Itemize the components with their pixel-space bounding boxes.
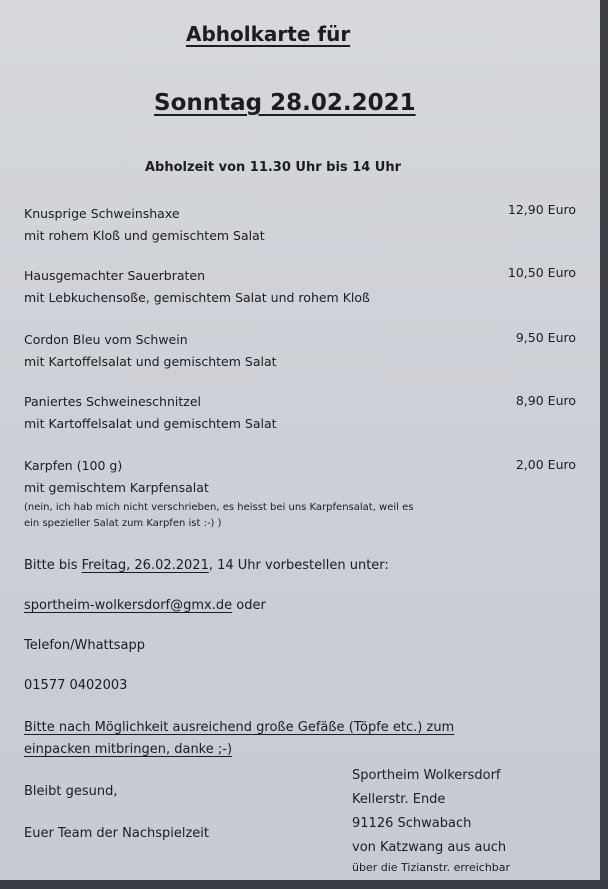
phone-label: Telefon/Whattsapp: [24, 638, 145, 653]
order-deadline-line: [24, 558, 389, 573]
menu-item-price: 9,50 Euro: [515, 330, 576, 345]
closing-greeting: Bleibt gesund,: [24, 784, 118, 799]
pickup-date-title: Sonntag 28.02.2021: [154, 90, 416, 116]
menu-item-price: 8,90 Euro: [515, 393, 576, 408]
menu-item-name: Hausgemachter Sauerbraten: [24, 268, 206, 283]
contact-email: sportheim-wolkersdorf@gmx.de: [24, 598, 233, 613]
menu-item-description: mit Lebkuchensoße, gemischtem Salat und rohem Kloß: [24, 290, 370, 305]
menu-item-name: Paniertes Schweineschnitzel: [24, 394, 201, 409]
pickup-time: Abholzeit von 11.30 Uhr bis 14 Uhr: [145, 160, 402, 175]
menu-item-name: Karpfen (100 g): [24, 458, 123, 473]
address-city: 91126 Schwabach: [352, 816, 472, 831]
menu-item-price: 12,90 Euro: [507, 202, 576, 217]
order-prefix: Bitte bis: [24, 558, 82, 573]
menu-item-description: mit gemischtem Karpfensalat: [24, 480, 209, 495]
photo-background-edge: [600, 0, 608, 889]
menu-item-note: ein spezieller Salat zum Karpfen ist :-) ): [24, 518, 222, 529]
card-title: Abholkarte für: [186, 22, 351, 46]
menu-item-description: mit rohem Kloß und gemischtem Salat: [24, 228, 265, 243]
menu-item-name: Cordon Bleu vom Schwein: [24, 332, 188, 347]
order-suffix: , 14 Uhr vorbestellen unter:: [208, 558, 389, 573]
menu-item-price: 10,50 Euro: [507, 265, 576, 280]
menu-item-description: mit Kartoffelsalat und gemischtem Salat: [24, 354, 277, 369]
menu-item-name: Knusprige Schweinshaxe: [24, 206, 180, 221]
menu-item-note: (nein, ich hab mich nicht verschrieben, es heisst bei uns Karpfensalat, weil es: [24, 502, 414, 513]
address-access-line1: von Katzwang aus auch: [352, 840, 507, 855]
photo-background-edge-bottom: [0, 880, 608, 889]
phone-number: 01577 0402003: [24, 678, 128, 693]
order-deadline: Freitag, 26.02.2021: [81, 558, 209, 573]
contact-email-line: [24, 598, 266, 613]
menu-item-description: mit Kartoffelsalat und gemischtem Salat: [24, 416, 277, 431]
containers-note-line2: einpacken mitbringen, danke ;-): [24, 742, 233, 757]
menu-item-price: 2,00 Euro: [515, 457, 576, 472]
containers-note-line1: Bitte nach Möglichkeit ausreichend große Gefäße (Töpfe etc.) zum: [24, 720, 455, 735]
address-street: Kellerstr. Ende: [352, 792, 446, 807]
closing-signature: Euer Team der Nachspielzeit: [24, 826, 210, 841]
address-name: Sportheim Wolkersdorf: [352, 768, 501, 783]
contact-email-suffix: oder: [232, 598, 266, 613]
address-access-line2: über die Tizianstr. erreichbar: [352, 861, 511, 874]
